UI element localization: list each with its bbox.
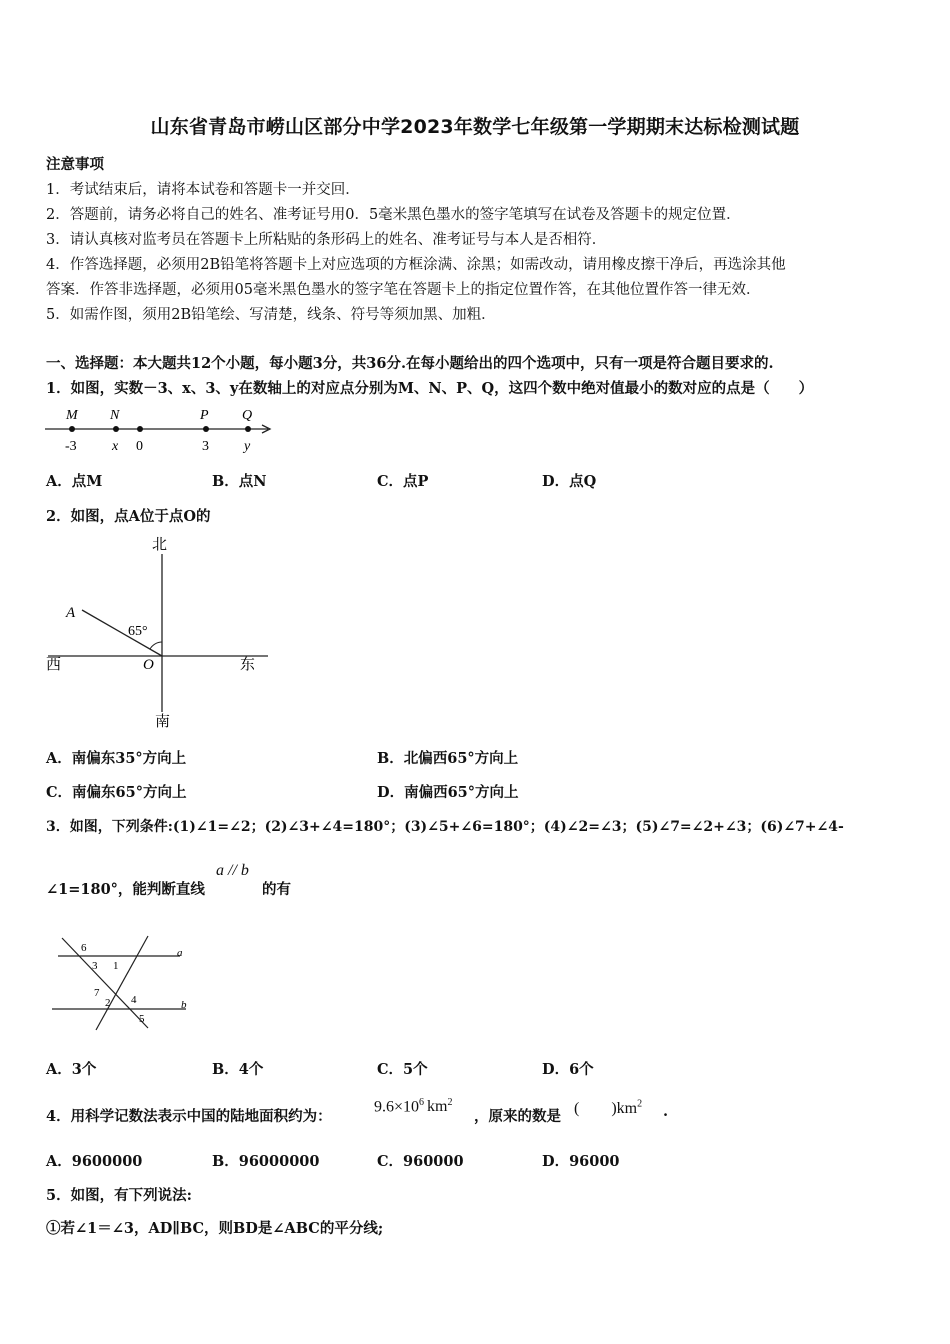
tick-y: y <box>244 439 251 454</box>
line-a-label: a <box>177 947 183 959</box>
notice-item: 2．答题前，请务必将自己的姓名、准考证号用0．5毫米黑色墨水的签字笔填写在试卷及答题卡的规定位置． <box>46 207 741 223</box>
line-b-label: b <box>181 999 187 1011</box>
label-A: A <box>66 605 76 621</box>
tick-0: 0 <box>136 439 143 454</box>
question-2-stem: 2．如图，点A位于点O的 <box>46 508 211 525</box>
page-title: 山东省青岛市崂山区部分中学2023年数学七年级第一学期期末达标检测试题 <box>150 116 800 138</box>
q1-option-c[interactable]: C．点P <box>377 473 429 490</box>
tick-x: x <box>112 439 119 454</box>
label-south: 南 <box>155 714 171 730</box>
angle-5: 5 <box>139 1013 145 1025</box>
label-north: 北 <box>152 537 168 553</box>
q3-option-c[interactable]: C．5个 <box>377 1061 428 1078</box>
parallel-formula: a // b <box>216 862 249 879</box>
label-east: 东 <box>240 657 256 673</box>
q4-option-a[interactable]: A．9600000 <box>46 1153 143 1170</box>
angle-7: 7 <box>94 987 100 999</box>
number-line-figure <box>40 402 280 458</box>
q2-option-d[interactable]: D．南偏西65°方向上 <box>377 784 519 801</box>
angle-65: 65° <box>128 624 148 639</box>
question-4-stem-mid: ，原来的数是 <box>474 1108 561 1125</box>
question-3-stem-end: 的有 <box>262 881 291 898</box>
angle-2: 2 <box>105 997 111 1009</box>
question-3-stem-line1: 3．如图，下列条件:(1)∠1=∠2；(2)∠3+∠4=180°；(3)∠5+∠6=180°；(4)∠2=∠3；(5)∠7=∠2+∠3；(6)∠7+∠4- <box>46 819 844 835</box>
q3-option-a[interactable]: A．3个 <box>46 1061 97 1078</box>
question-3-stem-line2: ∠1=180°，能判断直线 <box>46 881 205 898</box>
q3-option-b[interactable]: B．4个 <box>212 1061 264 1078</box>
notice-item: 3．请认真核对监考员在答题卡上所粘贴的条形码上的姓名、准考证号与本人是否相符． <box>46 232 607 248</box>
question-1-stem: 1．如图，实数－3、x、3、y在数轴上的对应点分别为M、N、P、Q，这四个数中绝对值最小的数对应的点是（ ） <box>46 380 814 397</box>
question-4-stem: 4．用科学记数法表示中国的陆地面积约为： <box>46 1108 332 1125</box>
notice-item: 1．考试结束后，请将本试卷和答题卡一并交回． <box>46 182 360 198</box>
q3-option-d[interactable]: D．6个 <box>542 1061 594 1078</box>
tick-minus3: -3 <box>65 439 77 454</box>
label-Q: Q <box>242 408 253 423</box>
section-heading: 一、选择题：本大题共12个小题，每小题3分，共36分.在每小题给出的四个选项中，只有一项是符合题目要求的. <box>46 355 774 372</box>
label-O: O <box>143 657 154 673</box>
question-5-stem: 5．如图，有下列说法: <box>46 1187 192 1204</box>
q2-option-a[interactable]: A．南偏东35°方向上 <box>46 750 187 767</box>
answer-blank: ( )$km^2$ <box>574 1098 643 1117</box>
parallel-lines-figure <box>44 932 194 1032</box>
tick-3: 3 <box>202 439 209 454</box>
question-5-item-1: ①若∠1＝∠3，AD∥BC，则BD是∠ABC的平分线; <box>46 1220 384 1237</box>
q2-option-b[interactable]: B．北偏西65°方向上 <box>377 750 519 767</box>
notice-item: 4．作答选择题，必须用2B铅笔将答题卡上对应选项的方框涂满、涂黑；如需改动，请用橡皮擦干净后，再选涂其他 <box>46 257 786 273</box>
q2-option-c[interactable]: C．南偏东65°方向上 <box>46 784 187 801</box>
notice-heading: 注意事项 <box>46 156 104 173</box>
question-4-end: . <box>663 1103 669 1120</box>
angle-1: 1 <box>113 960 119 972</box>
notice-item: 答案．作答非选择题，必须用05毫米黑色墨水的签字笔在答题卡上的指定位置作答，在其他位置作答一律无效． <box>46 282 761 298</box>
label-P: P <box>200 408 209 423</box>
label-N: N <box>110 408 120 423</box>
label-west: 西 <box>46 657 62 673</box>
q1-option-a[interactable]: A．点M <box>46 473 103 490</box>
q1-option-d[interactable]: D．点Q <box>542 473 597 490</box>
notice-item: 5．如需作图，须用2B铅笔绘、写清楚，线条、符号等须加黑、加粗． <box>46 307 496 323</box>
q4-option-b[interactable]: B．96000000 <box>212 1153 320 1170</box>
area-formula: $9.6\times 10^6$ $km^2$ <box>374 1097 453 1116</box>
label-M: M <box>66 408 78 423</box>
angle-4: 4 <box>131 994 137 1006</box>
compass-figure <box>40 532 270 732</box>
q4-option-d[interactable]: D．96000 <box>542 1153 620 1170</box>
q1-option-b[interactable]: B．点N <box>212 473 267 490</box>
angle-6: 6 <box>81 942 87 954</box>
q4-option-c[interactable]: C．960000 <box>377 1153 464 1170</box>
angle-3: 3 <box>92 960 98 972</box>
